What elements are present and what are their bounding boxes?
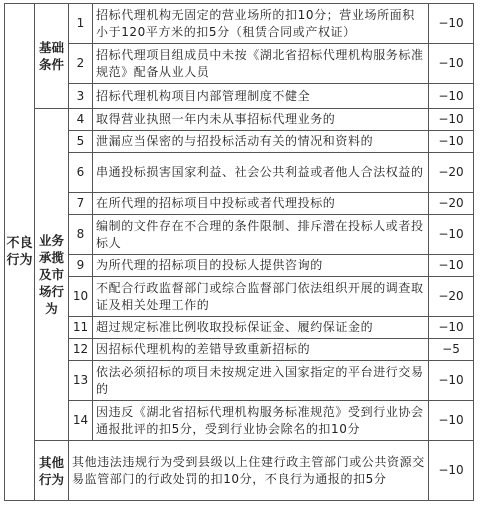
row-score: −10 [429, 441, 474, 501]
table-row [5, 84, 474, 109]
table-row [5, 441, 474, 501]
row-number: 6 [69, 153, 93, 193]
row-description: 泄漏应当保密的与招投标活动有关的情况和资料的 [93, 131, 429, 153]
table-row [5, 153, 474, 193]
row-number: 12 [69, 339, 93, 361]
row-score: −10 [429, 84, 474, 109]
row-score: −20 [429, 153, 474, 193]
bad-behavior-table [4, 3, 474, 501]
row-score: −5 [429, 339, 474, 361]
table-row [5, 401, 474, 441]
row-description: 为所代理的招标项目的投标人提供咨询的 [93, 255, 429, 277]
row-description: 招标代理项目组成员中未按《湖北省招标代理机构服务标准规范》配备从业人员 [93, 44, 429, 84]
group-name-other: 其他行为 [35, 441, 69, 501]
row-number: 4 [69, 109, 93, 131]
row-description: 取得营业执照一年内未从事招标代理业务的 [93, 109, 429, 131]
row-description: 串通投标损害国家利益、社会公共利益或者他人合法权益的 [93, 153, 429, 193]
row-score: −10 [429, 4, 474, 44]
row-description: 依法必须招标的项目未按规定进入国家指定的平台进行交易的 [93, 361, 429, 401]
row-number: 1 [69, 4, 93, 44]
row-description: 招标代理机构项目内部管理制度不健全 [93, 84, 429, 109]
row-number: 13 [69, 361, 93, 401]
row-description: 编制的文件存在不合理的条件限制、排斥潜在投标人或者投标人 [93, 215, 429, 255]
row-number: 8 [69, 215, 93, 255]
row-score: −20 [429, 277, 474, 317]
row-score: −10 [429, 361, 474, 401]
group-name-basic: 基础条件 [35, 4, 69, 109]
table-row [5, 215, 474, 255]
row-score: −10 [429, 215, 474, 255]
main-category-cell: 不良行为 [5, 4, 35, 501]
row-description: 不配合行政监督部门或综合监督部门依法组织开展的调查取证及相关处理工作的 [93, 277, 429, 317]
row-description: 超过规定标准比例收取投标保证金、履约保证金的 [93, 317, 429, 339]
row-description: 因招标代理机构的差错导致重新招标的 [93, 339, 429, 361]
row-description: 招标代理机构无固定的营业场所的扣10分；营业场所面积小于120平方米的扣5分（租赁合同或产权证） [93, 4, 429, 44]
row-score: −10 [429, 109, 474, 131]
row-score: −10 [429, 255, 474, 277]
table-row [5, 317, 474, 339]
group-name-business: 业务承揽及市场行为 [35, 109, 69, 441]
table-row [5, 4, 474, 44]
row-number: 11 [69, 317, 93, 339]
row-score: −20 [429, 193, 474, 215]
row-description: 其他违法违规行为受到县级以上住建行政主管部门或公共资源交易监管部门的行政处罚的扣10分，不良行为通报的扣5分 [69, 441, 429, 501]
row-score: −10 [429, 401, 474, 441]
table-row [5, 339, 474, 361]
row-number: 2 [69, 44, 93, 84]
row-score: −10 [429, 317, 474, 339]
table-row [5, 44, 474, 84]
row-number: 5 [69, 131, 93, 153]
row-number: 14 [69, 401, 93, 441]
table-row [5, 109, 474, 131]
table-row [5, 277, 474, 317]
row-score: −10 [429, 44, 474, 84]
row-number: 3 [69, 84, 93, 109]
row-number: 7 [69, 193, 93, 215]
row-description: 因违反《湖北省招标代理机构服务标准规范》受到行业协会通报批评的扣5分，受到行业协会除名的扣10分 [93, 401, 429, 441]
row-number: 10 [69, 277, 93, 317]
table-row [5, 255, 474, 277]
row-description: 在所代理的招标项目中投标或者代理投标的 [93, 193, 429, 215]
table-row [5, 193, 474, 215]
table-row [5, 361, 474, 401]
row-score: −10 [429, 131, 474, 153]
table-row [5, 131, 474, 153]
row-number: 9 [69, 255, 93, 277]
